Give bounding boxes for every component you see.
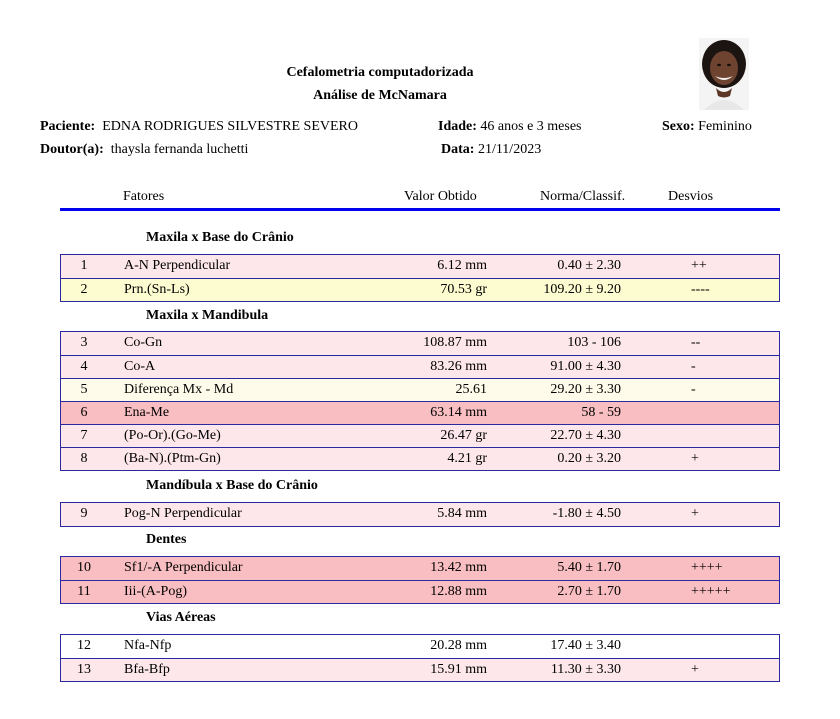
row-norm: 103 - 106 xyxy=(567,335,621,350)
section-table xyxy=(60,331,780,471)
row-value: 108.87 mm xyxy=(423,335,487,350)
row-norm: 11.30 ± 3.30 xyxy=(550,662,621,677)
table-row xyxy=(61,580,779,603)
row-factor: Bfa-Bfp xyxy=(124,662,170,677)
patient-sex-field xyxy=(662,119,752,135)
row-number: 9 xyxy=(80,506,88,521)
patient-sex-label: Sexo: xyxy=(662,119,695,134)
row-value: 15.91 mm xyxy=(430,662,487,677)
row-value: 25.61 xyxy=(455,382,487,397)
section-table xyxy=(60,254,780,302)
row-value: 63.14 mm xyxy=(430,405,487,420)
row-number: 2 xyxy=(80,282,88,297)
row-factor: Ena-Me xyxy=(124,405,170,420)
row-number: 6 xyxy=(80,405,88,420)
table-row xyxy=(61,557,779,580)
table-row xyxy=(61,255,779,278)
row-norm: 109.20 ± 9.20 xyxy=(543,282,621,297)
row-factor: (Ba-N).(Ptm-Gn) xyxy=(124,451,221,466)
row-deviation: - xyxy=(691,359,696,374)
row-value: 70.53 gr xyxy=(440,282,487,297)
patient-name: EDNA RODRIGUES SILVESTRE SEVERO xyxy=(102,119,358,134)
row-norm: 22.70 ± 4.30 xyxy=(550,428,621,443)
patient-name-field xyxy=(40,119,358,135)
column-header-factors: Fatores xyxy=(123,189,165,204)
row-norm: 2.70 ± 1.70 xyxy=(557,584,621,599)
doctor-name: thaysla fernanda luchetti xyxy=(110,142,249,157)
section-table xyxy=(60,634,780,682)
row-deviation: -- xyxy=(691,335,701,350)
table-row xyxy=(61,401,779,424)
patient-photo xyxy=(699,38,749,110)
table-row xyxy=(61,424,779,447)
section-title: Vias Aéreas xyxy=(146,610,216,625)
row-norm: 17.40 ± 3.40 xyxy=(550,638,621,653)
row-number: 7 xyxy=(80,428,88,443)
exam-date: 21/11/2023 xyxy=(477,142,542,157)
row-number: 13 xyxy=(77,662,91,677)
row-value: 12.88 mm xyxy=(430,584,487,599)
section-table xyxy=(60,556,780,604)
column-header-deviation: Desvios xyxy=(668,189,714,204)
table-row xyxy=(61,503,779,526)
row-deviation: ++ xyxy=(691,258,707,273)
row-factor: Prn.(Sn-Ls) xyxy=(124,282,190,297)
row-deviation: ---- xyxy=(691,282,710,297)
header-divider xyxy=(60,208,780,211)
row-factor: A-N Perpendicular xyxy=(124,258,231,273)
table-row xyxy=(61,447,779,470)
row-norm: -1.80 ± 4.50 xyxy=(552,506,621,521)
row-norm: 29.20 ± 3.30 xyxy=(550,382,621,397)
row-deviation: + xyxy=(691,506,699,521)
report-title: Cefalometria computadorizada xyxy=(286,65,474,80)
column-header-value: Valor Obtido xyxy=(404,189,477,204)
row-norm: 5.40 ± 1.70 xyxy=(557,560,621,575)
row-number: 3 xyxy=(80,335,88,350)
table-row xyxy=(61,378,779,401)
row-value: 6.12 mm xyxy=(437,258,487,273)
doctor-field xyxy=(40,142,248,158)
row-deviation: - xyxy=(691,382,696,397)
patient-age-field xyxy=(438,119,582,135)
row-number: 4 xyxy=(80,359,88,374)
row-factor: Diferença Mx - Md xyxy=(124,382,234,397)
row-value: 4.21 gr xyxy=(447,451,487,466)
row-factor: Co-Gn xyxy=(124,335,163,350)
row-factor: Nfa-Nfp xyxy=(124,638,172,653)
row-value: 20.28 mm xyxy=(430,638,487,653)
table-row xyxy=(61,658,779,681)
row-number: 11 xyxy=(77,584,91,599)
row-norm: 91.00 ± 4.30 xyxy=(550,359,621,374)
table-row xyxy=(61,278,779,301)
section-title: Dentes xyxy=(146,532,187,547)
row-factor: Sf1/-A Perpendicular xyxy=(124,560,243,575)
row-norm: 58 - 59 xyxy=(581,405,621,420)
row-deviation: + xyxy=(691,451,699,466)
row-deviation: + xyxy=(691,662,699,677)
row-value: 83.26 mm xyxy=(430,359,487,374)
row-factor: Co-A xyxy=(124,359,156,374)
row-number: 1 xyxy=(80,258,88,273)
section-title: Maxila x Base do Crânio xyxy=(146,230,294,245)
doctor-label: Doutor(a): xyxy=(40,142,104,157)
table-row xyxy=(61,355,779,378)
row-number: 10 xyxy=(77,560,91,575)
row-factor: Iii-(A-Pog) xyxy=(124,584,187,599)
patient-name-label: Paciente: xyxy=(40,119,96,134)
table-row xyxy=(61,332,779,355)
row-value: 13.42 mm xyxy=(430,560,487,575)
section-table xyxy=(60,502,780,527)
date-label: Data: xyxy=(441,142,475,157)
patient-sex: Feminino xyxy=(698,119,752,134)
column-header-norm: Norma/Classif. xyxy=(540,189,626,204)
row-norm: 0.20 ± 3.20 xyxy=(557,451,621,466)
patient-age-label: Idade: xyxy=(438,119,477,134)
row-factor: (Po-Or).(Go-Me) xyxy=(124,428,221,443)
section-title: Mandíbula x Base do Crânio xyxy=(146,478,318,493)
row-norm: 0.40 ± 2.30 xyxy=(557,258,621,273)
row-value: 5.84 mm xyxy=(437,506,487,521)
row-value: 26.47 gr xyxy=(440,428,487,443)
date-field xyxy=(441,142,541,158)
row-deviation: ++++ xyxy=(691,560,723,575)
row-number: 8 xyxy=(80,451,88,466)
patient-age: 46 anos e 3 meses xyxy=(480,119,582,134)
row-number: 12 xyxy=(77,638,91,653)
section-title: Maxila x Mandibula xyxy=(146,308,269,323)
row-factor: Pog-N Perpendicular xyxy=(124,506,242,521)
table-row xyxy=(61,635,779,658)
row-deviation: +++++ xyxy=(691,584,731,599)
row-number: 5 xyxy=(80,382,88,397)
report-subtitle: Análise de McNamara xyxy=(313,88,447,103)
